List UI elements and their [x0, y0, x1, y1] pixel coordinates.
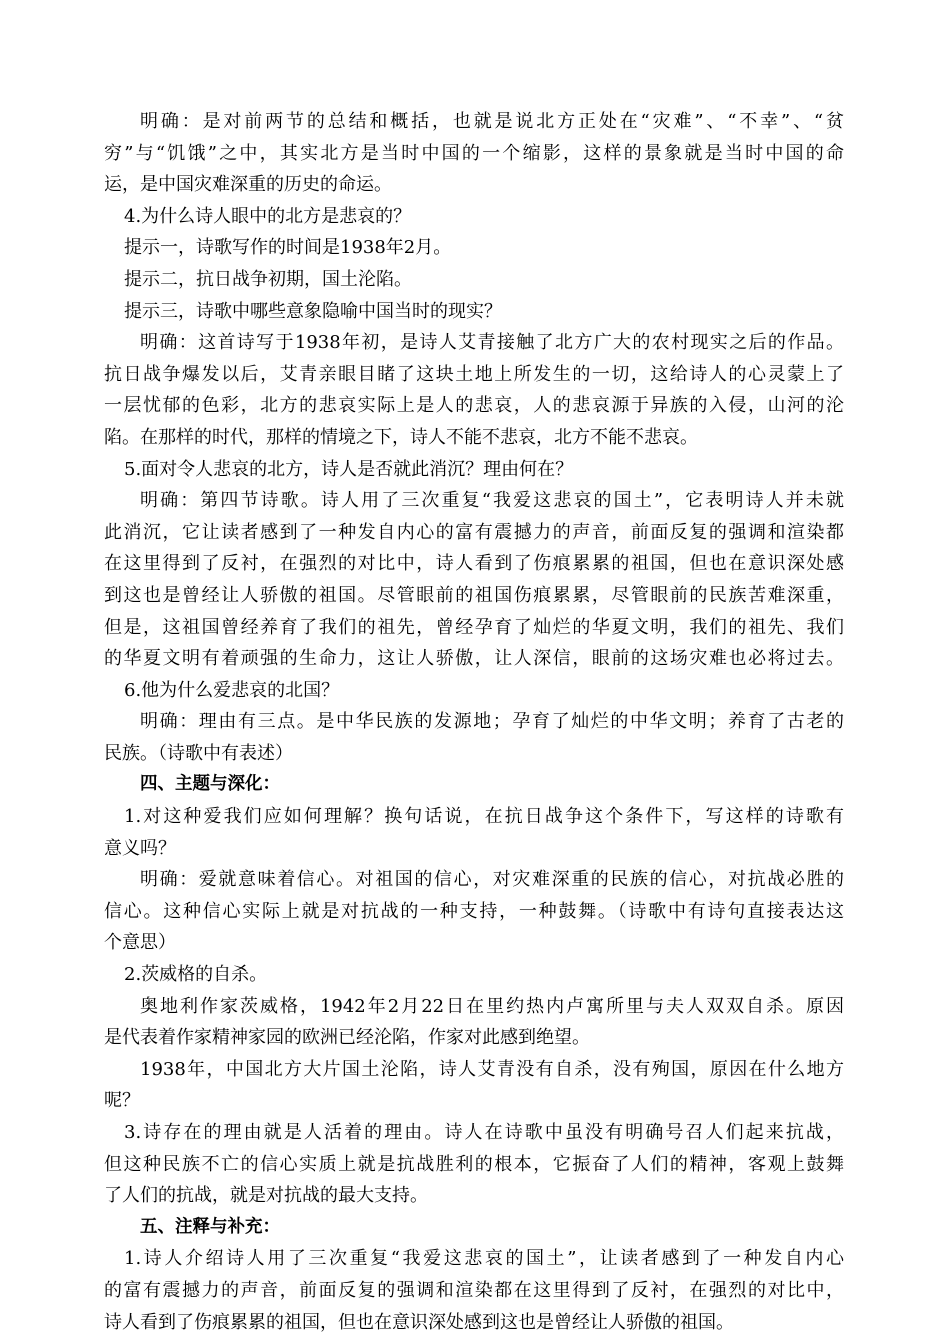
paragraph-line [104, 864, 844, 896]
text-line: 是代表着作家精神家园的欧洲已经沦陷，作家对此感到绝望。 [104, 1027, 590, 1049]
paragraph-line [104, 706, 844, 738]
paragraph-line [104, 201, 844, 233]
text-line: 穷”与“饥饿”之中，其实北方是当时中国的一个缩影，这样的景象就是当时中国的命 [104, 142, 844, 164]
question-line: 1.诗人介绍诗人用了三次重复“我爱这悲哀的国土”，让读者感到了一种发自内心 [124, 1248, 844, 1270]
text-line: 意义吗？ [104, 837, 176, 859]
section-heading [104, 1212, 844, 1244]
paragraph-line [104, 138, 844, 170]
text-line: 明确：第四节诗歌。诗人用了三次重复“我爱这悲哀的国土”，它表明诗人并未就 [140, 490, 844, 512]
paragraph-line [104, 327, 844, 359]
text-line: 明确：理由有三点。是中华民族的发源地；孕育了灿烂的中华文明；养育了古老的 [140, 711, 844, 733]
paragraph-line [104, 232, 844, 264]
text-line: 提示二，抗日战争初期，国土沦陷。 [124, 268, 412, 290]
text-line: 明确：是对前两节的总结和概括，也就是说北方正处在“灾难”、“不幸”、“贫 [140, 111, 844, 132]
paragraph-line [104, 1022, 844, 1054]
paragraph-line [104, 359, 844, 391]
paragraph-line [104, 643, 844, 675]
paragraph-line [104, 959, 844, 991]
paragraph-line [104, 454, 844, 486]
paragraph-line [104, 390, 844, 422]
text-line: 提示一，诗歌写作的时间是1938年2月。 [124, 237, 452, 259]
question-line: 5.面对令人悲哀的北方，诗人是否就此消沉？理由何在？ [124, 458, 574, 480]
paragraph-line [104, 738, 844, 770]
paragraph-line [104, 1180, 844, 1212]
paragraph-line [104, 264, 844, 296]
paragraph-line [104, 296, 844, 328]
paragraph-line [104, 548, 844, 580]
paragraph-line [104, 927, 844, 959]
question-line: 1.对这种爱我们应如何理解？换句话说，在抗日战争这个条件下，写这样的诗歌有 [124, 806, 844, 828]
text-line: 明确：爱就意味着信心。对祖国的信心，对灾难深重的民族的信心，对抗战必胜的 [140, 869, 844, 891]
text-line: 诗人看到了伤痕累累的祖国，但也在意识深处感到这也是曾经让人骄傲的祖国。 [104, 1311, 734, 1333]
text-line: 提示三，诗歌中哪些意象隐喻中国当时的现实？ [124, 300, 502, 322]
text-line: 奥地利作家茨威格，1942年2月22日在里约热内卢寓所里与夫人双双自杀。原因 [140, 995, 844, 1017]
text-line: 1938年，中国北方大片国土沦陷，诗人艾青没有自杀，没有殉国，原因在什么地方 [140, 1058, 844, 1080]
text-line: 民族。（诗歌中有表述） [104, 742, 293, 764]
text-line: 明确：这首诗写于1938年初，是诗人艾青接触了北方广大的农村现实之后的作品。 [140, 332, 844, 354]
paragraph-line [104, 612, 844, 644]
paragraph-line [104, 675, 844, 707]
question-line: 3.诗存在的理由就是人活着的理由。诗人在诗歌中虽没有明确号召人们起来抗战， [124, 1122, 844, 1143]
paragraph-line [104, 1085, 844, 1117]
text-line: 运，是中国灾难深重的历史的命运。 [104, 174, 392, 196]
text-line: 陷。在那样的时代，那样的情境之下，诗人不能不悲哀，北方不能不悲哀。 [104, 426, 698, 448]
paragraph-line [104, 1149, 844, 1181]
paragraph-line [104, 485, 844, 517]
question-line: 2.茨威格的自杀。 [124, 964, 268, 986]
paragraph-line [104, 833, 844, 865]
paragraph-line [104, 517, 844, 549]
paragraph-line [104, 1275, 844, 1307]
heading-text: 五、注释与补充： [140, 1216, 280, 1237]
paragraph-line [104, 896, 844, 928]
section-heading [104, 769, 844, 801]
text-line: 个意思） [104, 932, 176, 954]
paragraph-line [104, 991, 844, 1023]
text-line: 但这种民族不亡的信心实质上就是抗战胜利的根本，它振奋了人们的精神，客观上鼓舞 [104, 1153, 844, 1175]
paragraph-line [104, 580, 844, 612]
paragraph-line [104, 1054, 844, 1086]
text-line: 信心。这种信心实际上就是对抗战的一种支持，一种鼓舞。（诗歌中有诗句直接表达这 [104, 900, 844, 922]
paragraph-line [104, 169, 844, 201]
document-body [104, 106, 844, 1338]
question-line: 4.为什么诗人眼中的北方是悲哀的？ [124, 205, 412, 227]
text-line: 一层忧郁的色彩，北方的悲哀实际上是人的悲哀，人的悲哀源于异族的入侵，山河的沦 [104, 395, 844, 417]
text-line: 但是，这祖国曾经养育了我们的祖先，曾经孕育了灿烂的华夏文明，我们的祖先、我们 [104, 616, 844, 638]
text-line: 到这也是曾经让人骄傲的祖国。尽管眼前的祖国伤痕累累，尽管眼前的民族苦难深重， [104, 584, 844, 606]
text-line: 呢？ [104, 1090, 140, 1112]
text-line: 了人们的抗战，就是对抗战的最大支持。 [104, 1185, 428, 1207]
question-line: 6.他为什么爱悲哀的北国？ [124, 679, 340, 701]
paragraph-line [104, 422, 844, 454]
text-line: 的华夏文明有着顽强的生命力，这让人骄傲，让人深信，眼前的这场灾难也必将过去。 [104, 648, 844, 670]
paragraph-line [104, 801, 844, 833]
text-line: 此消沉，它让读者感到了一种发自内心的富有震撼力的声音，前面反复的强调和渲染都 [104, 521, 844, 543]
heading-text: 四、主题与深化： [140, 774, 280, 795]
text-line: 的富有震撼力的声音，前面反复的强调和渲染都在这里得到了反衬，在强烈的对比中， [104, 1279, 844, 1301]
paragraph-line [104, 106, 844, 138]
paragraph-line [104, 1117, 844, 1149]
paragraph-line [104, 1307, 844, 1339]
paragraph-line [104, 1243, 844, 1275]
text-line: 抗日战争爆发以后，艾青亲眼目睹了这块土地上所发生的一切，这给诗人的心灵蒙上了 [104, 363, 844, 385]
text-line: 在这里得到了反衬，在强烈的对比中，诗人看到了伤痕累累的祖国，但也在意识深处感 [104, 553, 844, 575]
